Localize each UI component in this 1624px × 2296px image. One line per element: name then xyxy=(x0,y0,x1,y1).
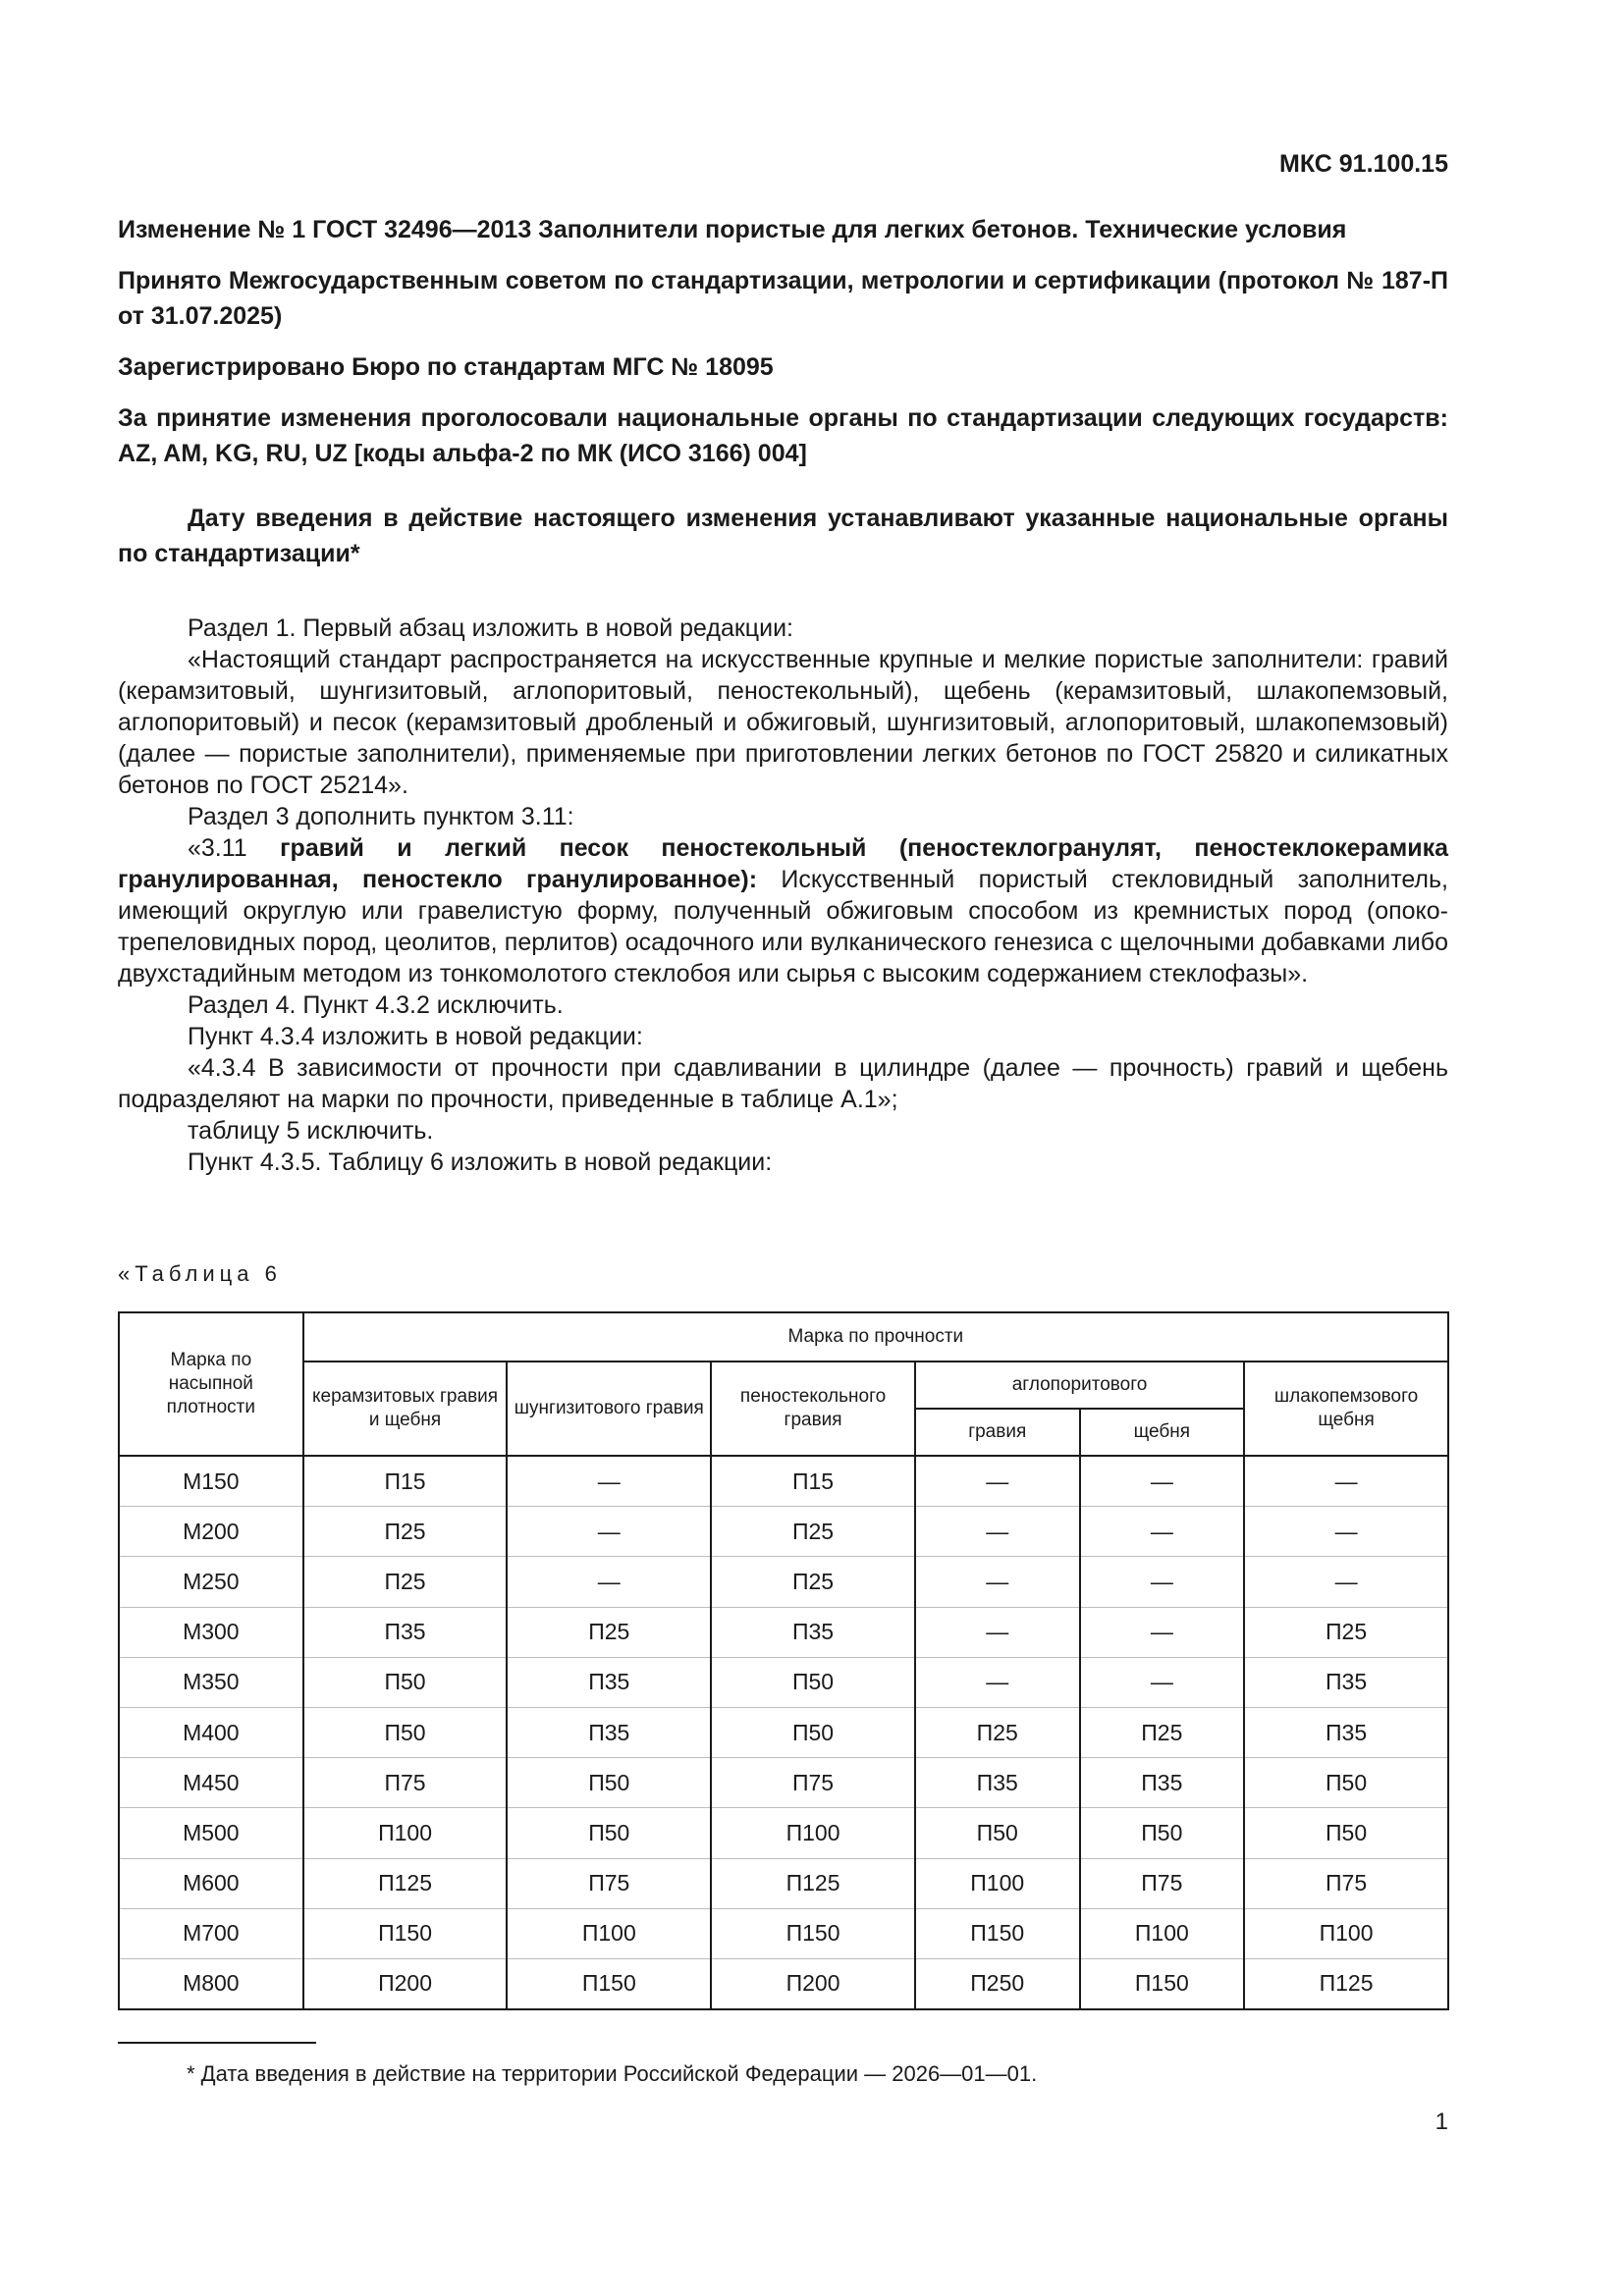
table-cell: М700 xyxy=(119,1908,303,1958)
footnote-divider xyxy=(118,2042,316,2044)
table-cell: П250 xyxy=(915,1958,1080,2009)
table-cell: — xyxy=(507,1456,711,1507)
table-cell: П50 xyxy=(507,1758,711,1808)
amendment-body xyxy=(118,613,1448,1178)
table-cell: П150 xyxy=(303,1908,508,1958)
table-cell: П25 xyxy=(711,1557,915,1607)
table-cell: П75 xyxy=(1080,1858,1245,1908)
table-row xyxy=(119,1507,1448,1557)
mks-code: МКС 91.100.15 xyxy=(1279,150,1448,178)
table-cell: М800 xyxy=(119,1958,303,2009)
table-cell: — xyxy=(1080,1507,1245,1557)
table-row xyxy=(119,1908,1448,1958)
table-cell: — xyxy=(1080,1607,1245,1657)
table-cell: — xyxy=(507,1557,711,1607)
table-cell: П125 xyxy=(303,1858,508,1908)
header-agloporit: аглопоритового xyxy=(915,1362,1244,1409)
definition-text: Искусственный пористый стекловидный заполнитель, имеющий округлую или гравелистую форму, полученный обжиговым способом из кремнистых пород (опоко-трепеловидных пород, цеолитов, перлитов) осадочного или вулканического генезиса с щелочными добавками либо двухстадийным методом из тонкомолотого стеклобоя или сырья с высоким содержанием стеклофазы». xyxy=(118,866,1448,988)
header-penosteklo: пеностекольного гравия xyxy=(711,1362,915,1456)
body-paragraph: Раздел 4. Пункт 4.3.2 исключить. xyxy=(188,991,564,1019)
table-cell: — xyxy=(915,1557,1080,1607)
table-cell: П75 xyxy=(303,1758,508,1808)
table-cell: П150 xyxy=(711,1908,915,1958)
document-content xyxy=(118,147,1448,1178)
table-cell: П75 xyxy=(507,1858,711,1908)
table-cell: П35 xyxy=(507,1707,711,1757)
table-cell: — xyxy=(915,1607,1080,1657)
definition-prefix: «3.11 xyxy=(188,834,281,862)
definition-term: гравий и легкий песок пеностекольный (пеностеклогранулят, пеностеклокерамика гранулированная, пеностекло гранулированное): xyxy=(118,834,1448,893)
table-cell: П100 xyxy=(915,1858,1080,1908)
table-row xyxy=(119,1657,1448,1707)
table-cell: П25 xyxy=(507,1607,711,1657)
header-strength-grade: Марка по прочности xyxy=(303,1312,1448,1362)
registered-statement: Зарегистрировано Бюро по стандартам МГС № 18095 xyxy=(118,353,774,381)
table-cell: П15 xyxy=(711,1456,915,1507)
table-cell: П35 xyxy=(507,1657,711,1707)
table-cell: М150 xyxy=(119,1456,303,1507)
table-cell: — xyxy=(1080,1456,1245,1507)
table-cell: — xyxy=(507,1507,711,1557)
table-cell: П50 xyxy=(915,1808,1080,1858)
header-shlakopemza: шлакопемзового щебня xyxy=(1244,1362,1448,1456)
header-agloporit-crushed: щебня xyxy=(1080,1409,1245,1456)
body-paragraph: Раздел 1. Первый абзац изложить в новой редакции: xyxy=(188,614,793,642)
table-cell: П15 xyxy=(303,1456,508,1507)
table-cell: М200 xyxy=(119,1507,303,1557)
header-keramzit: керамзитовых гравия и щебня xyxy=(303,1362,508,1456)
voted-statement: За принятие изменения проголосовали национальные органы по стандартизации следующих государств: AZ, AM, KG, RU, UZ [коды альфа-2 по МК (ИСО 3166) 004] xyxy=(118,404,1448,467)
table-cell: П50 xyxy=(1244,1758,1448,1808)
table-cell: — xyxy=(915,1456,1080,1507)
table-cell: М500 xyxy=(119,1808,303,1858)
table-caption: «Таблица 6 xyxy=(118,1261,282,1286)
table-cell: П125 xyxy=(1244,1958,1448,2009)
table-cell: П25 xyxy=(303,1557,508,1607)
table-cell: — xyxy=(915,1507,1080,1557)
table-row xyxy=(119,1758,1448,1808)
table-cell: П50 xyxy=(1080,1808,1245,1858)
table-row xyxy=(119,1958,1448,2009)
table-cell: П100 xyxy=(1080,1908,1245,1958)
table-cell: М450 xyxy=(119,1758,303,1808)
table-cell: П35 xyxy=(711,1607,915,1657)
table-cell: П75 xyxy=(1244,1858,1448,1908)
table-row xyxy=(119,1707,1448,1757)
table-cell: П35 xyxy=(1244,1707,1448,1757)
header-shungizit: шунгизитового гравия xyxy=(507,1362,711,1456)
table-cell: П100 xyxy=(1244,1908,1448,1958)
table-cell: М400 xyxy=(119,1707,303,1757)
body-paragraph-definition xyxy=(118,832,1448,989)
adopted-statement: Принято Межгосударственным советом по стандартизации, метрологии и сертификации (протокол № 187-П от 31.07.2025) xyxy=(118,267,1448,330)
table-row xyxy=(119,1456,1448,1507)
table-cell: П50 xyxy=(303,1707,508,1757)
table-cell: М300 xyxy=(119,1607,303,1657)
header-agloporit-gravel: гравия xyxy=(915,1409,1080,1456)
table-cell: — xyxy=(1244,1507,1448,1557)
table-cell: П75 xyxy=(711,1758,915,1808)
header-density-grade: Марка по насыпной плотности xyxy=(119,1312,303,1456)
table-cell: П100 xyxy=(303,1808,508,1858)
table-cell: П150 xyxy=(1080,1958,1245,2009)
table-cell: М250 xyxy=(119,1557,303,1607)
table-cell: — xyxy=(1080,1657,1245,1707)
body-paragraph: Раздел 3 дополнить пунктом 3.11: xyxy=(188,803,574,830)
table-row xyxy=(119,1607,1448,1657)
table-cell: П35 xyxy=(303,1607,508,1657)
table-row xyxy=(119,1557,1448,1607)
table-cell: П35 xyxy=(915,1758,1080,1808)
table-cell: П35 xyxy=(1080,1758,1245,1808)
table-cell: П50 xyxy=(711,1707,915,1757)
table-cell: П200 xyxy=(711,1958,915,2009)
table-cell: П25 xyxy=(1080,1707,1245,1757)
table-cell: П25 xyxy=(915,1707,1080,1757)
table-cell: П35 xyxy=(1244,1657,1448,1707)
body-paragraph: Пункт 4.3.5. Таблицу 6 изложить в новой редакции: xyxy=(188,1148,773,1176)
table-cell: П50 xyxy=(711,1657,915,1707)
table-cell: П150 xyxy=(507,1958,711,2009)
effective-date-statement: Дату введения в действие настоящего изменения устанавливают указанные национальные органы по стандартизации* xyxy=(118,505,1448,567)
table-cell: П25 xyxy=(303,1507,508,1557)
body-paragraph: таблицу 5 исключить. xyxy=(188,1117,434,1145)
table-cell: — xyxy=(1244,1456,1448,1507)
table-cell: П50 xyxy=(1244,1808,1448,1858)
table-cell: М600 xyxy=(119,1858,303,1908)
table-cell: П125 xyxy=(711,1858,915,1908)
table-cell: П50 xyxy=(507,1808,711,1858)
table-row xyxy=(119,1808,1448,1858)
table-cell: П150 xyxy=(915,1908,1080,1958)
strength-table xyxy=(118,1311,1449,2010)
table-cell: П25 xyxy=(1244,1607,1448,1657)
body-paragraph: «Настоящий стандарт распространяется на искусственные крупные и мелкие пористые заполнители: гравий (керамзитовый, шунгизитовый, аглопоритовый, пеностекольный), щебень (керамзитовый, шлакопемзовый, аглопоритовый) и песок (керамзитовый дробленый и обжиговый, шунгизитовый, аглопоритовый, шлакопемзовый) (далее — пористые заполнители), применяемые при приготовлении легких бетонов по ГОСТ 25820 и силикатных бетонов по ГОСТ 25214». xyxy=(118,646,1448,799)
table-cell: — xyxy=(1244,1557,1448,1607)
table-cell: П100 xyxy=(507,1908,711,1958)
body-paragraph: Пункт 4.3.4 изложить в новой редакции: xyxy=(188,1023,643,1050)
table-row xyxy=(119,1858,1448,1908)
table-cell: П50 xyxy=(303,1657,508,1707)
table-cell: П25 xyxy=(711,1507,915,1557)
table-cell: — xyxy=(1080,1557,1245,1607)
amendment-title: Изменение № 1 ГОСТ 32496—2013 Заполнители пористые для легких бетонов. Технические условия xyxy=(118,216,1347,243)
footnote: * Дата введения в действие на территории Российской Федерации — 2026—01—01. xyxy=(187,2061,1038,2086)
table-cell: П200 xyxy=(303,1958,508,2009)
page-number: 1 xyxy=(1435,2109,1448,2135)
table-cell: М350 xyxy=(119,1657,303,1707)
table-cell: — xyxy=(915,1657,1080,1707)
table-cell: П100 xyxy=(711,1808,915,1858)
body-paragraph: «4.3.4 В зависимости от прочности при сдавливании в цилиндре (далее — прочность) гравий и щебень подразделяют на марки по прочности, приведенные в таблице А.1»; xyxy=(118,1054,1448,1113)
